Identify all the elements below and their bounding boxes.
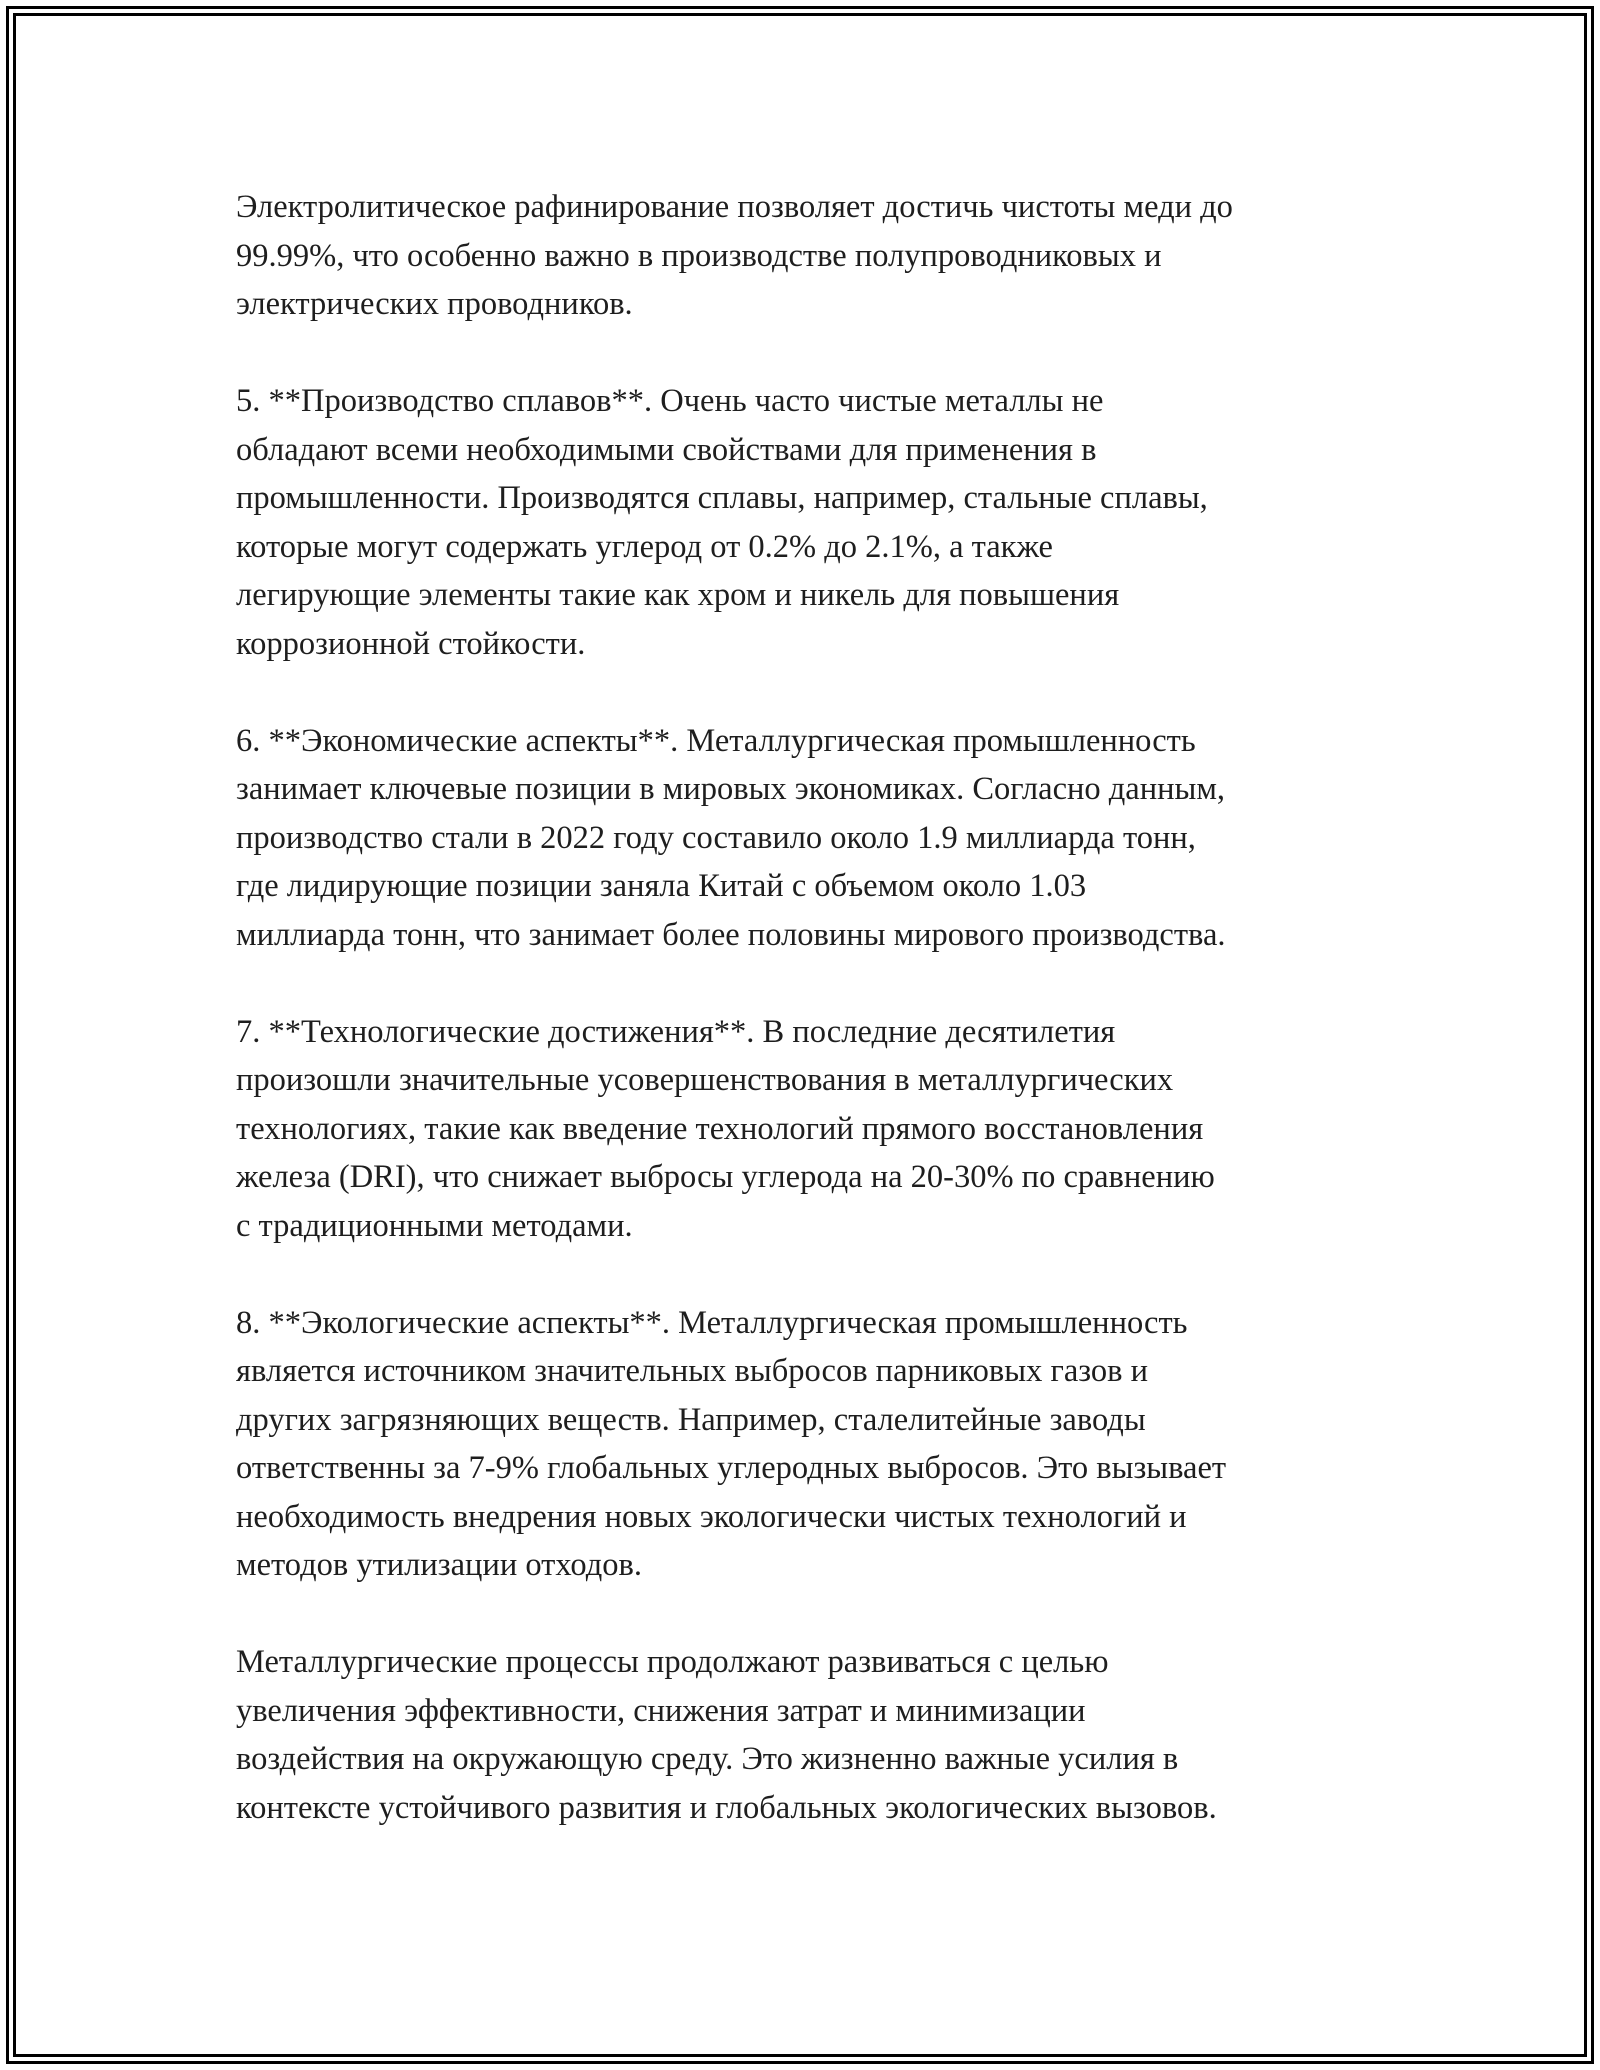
document-body	[236, 183, 1386, 1881]
text-line: коррозионной стойкости.	[236, 625, 586, 662]
text-line: обладают всеми необходимыми свойствами для применения в	[236, 431, 1097, 468]
text-line: других загрязняющих веществ. Например, сталелитейные заводы	[236, 1401, 1146, 1438]
paragraph-economics	[236, 717, 1386, 960]
text-line: легирующие элементы такие как хром и никель для повышения	[236, 577, 1120, 613]
paragraph-refining	[236, 183, 1386, 329]
text-line: производство стали в 2022 году составило около 1.9 миллиарда тонн,	[236, 819, 1196, 856]
text-line: необходимость внедрения новых экологически чистых технологий и	[236, 1498, 1187, 1535]
text-line: железа (DRI), что снижает выбросы углерода на 20-30% по сравнению	[236, 1159, 1215, 1195]
text-line: миллиарда тонн, что занимает более половины мирового производства.	[236, 916, 1226, 953]
text-line: увеличения эффективности, снижения затрат и минимизации	[236, 1692, 1086, 1729]
text-line: промышленности. Производятся сплавы, например, стальные сплавы,	[236, 480, 1208, 516]
text-line: методов утилизации отходов.	[236, 1547, 642, 1583]
text-line: Металлургические процессы продолжают развиваться с целью	[236, 1644, 1109, 1680]
text-line: 99.99%, что особенно важно в производстве полупроводниковых и	[236, 237, 1162, 274]
text-line: технологиях, такие как введение технологий прямого восстановления	[236, 1110, 1204, 1147]
text-line: занимает ключевые позиции в мировых экономиках. Согласно данным,	[236, 771, 1226, 807]
text-line: 6. **Экономические аспекты**. Металлургическая промышленность	[236, 722, 1196, 759]
text-line: электрических проводников.	[236, 286, 633, 322]
text-line: где лидирующие позиции заняла Китай с объемом около 1.03	[236, 868, 1087, 904]
text-line: с традиционными методами.	[236, 1207, 633, 1244]
paragraph-alloys	[236, 377, 1386, 668]
text-line: произошли значительные усовершенствования в металлургических	[236, 1062, 1174, 1098]
text-line: 7. **Технологические достижения**. В последние десятилетия	[236, 1013, 1116, 1050]
text-line: Электролитическое рафинирование позволяет достичь чистоты меди до	[236, 189, 1233, 225]
text-line: 5. **Производство сплавов**. Очень часто чистые металлы не	[236, 383, 1104, 419]
paragraph-conclusion	[236, 1638, 1386, 1832]
text-line: 8. **Экологические аспекты**. Металлургическая промышленность	[236, 1304, 1188, 1341]
text-line: которые могут содержать углерод от 0.2% до 2.1%, а также	[236, 528, 1053, 565]
text-line: воздействия на окружающую среду. Это жизненно важные усилия в	[236, 1741, 1179, 1777]
text-line: ответственны за 7-9% глобальных углеродных выбросов. Это вызывает	[236, 1450, 1227, 1486]
text-line: контексте устойчивого развития и глобальных экологических вызовов.	[236, 1789, 1217, 1826]
paragraph-technology	[236, 1008, 1386, 1251]
paragraph-ecology	[236, 1299, 1386, 1590]
text-line: является источником значительных выбросов парниковых газов и	[236, 1353, 1148, 1389]
